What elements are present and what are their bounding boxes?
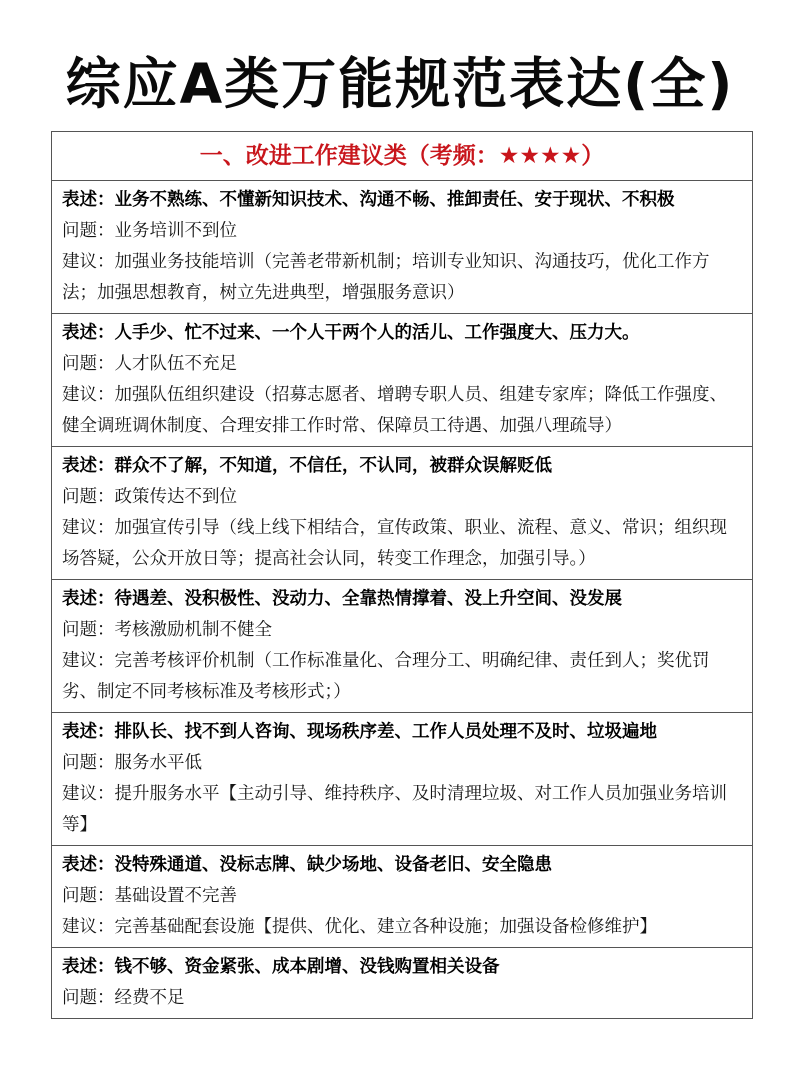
suggestion-text: 建议：加强队伍组织建设（招募志愿者、增聘专职人员、组建专家库；降低工作强度、健全调班调休制度、合理安排工作时常、保障员工待遇、加强八理疏导） <box>62 385 727 436</box>
table-row <box>52 181 752 314</box>
suggestion-text: 建议：完善基础配套设施【提供、优化、建立各种设施；加强设备检修维护】 <box>62 917 657 937</box>
statement-text: 表述：人手少、忙不过来、一个人干两个人的活儿、工作强度大、压力大。 <box>62 323 640 343</box>
statement-text: 表述：待遇差、没积极性、没动力、全靠热情撑着、没上升空间、没发展 <box>62 589 622 609</box>
statement-text: 表述：业务不熟练、不懂新知识技术、沟通不畅、推卸责任、安于现状、不积极 <box>62 190 675 210</box>
table-row <box>52 447 752 580</box>
page-title: 综应A类万能规范表达(全) <box>65 52 735 116</box>
table-row <box>52 846 752 948</box>
statement-text: 表述：排队长、找不到人咨询、现场秩序差、工作人员处理不及时、垃圾遍地 <box>62 722 657 742</box>
statement-text: 表述：群众不了解，不知道，不信任，不认同，被群众误解贬低 <box>62 456 552 476</box>
section-header: 一、改进工作建议类（考频：★★★★） <box>52 132 752 181</box>
problem-text: 问题：考核激励机制不健全 <box>62 620 272 640</box>
problem-text: 问题：人才队伍不充足 <box>62 354 237 374</box>
problem-text: 问题：业务培训不到位 <box>62 221 237 241</box>
statement-text: 表述：没特殊通道、没标志牌、缺少场地、设备老旧、安全隐患 <box>62 855 552 875</box>
problem-text: 问题：基础设置不完善 <box>62 886 237 906</box>
suggestion-text: 建议：加强业务技能培训（完善老带新机制；培训专业知识、沟通技巧，优化工作方法；加强思想教育，树立先进典型，增强服务意识） <box>62 252 710 303</box>
suggestion-text: 建议：提升服务水平【主动引导、维持秩序、及时清理垃圾、对工作人员加强业务培训等】 <box>62 784 727 835</box>
table-row <box>52 713 752 846</box>
table-row <box>52 580 752 713</box>
content-table <box>51 131 753 1019</box>
table-row <box>52 314 752 447</box>
table-row <box>52 948 752 1018</box>
problem-text: 问题：经费不足 <box>62 988 185 1008</box>
problem-text: 问题：政策传达不到位 <box>62 487 237 507</box>
statement-text: 表述：钱不够、资金紧张、成本剧增、没钱购置相关设备 <box>62 957 500 977</box>
suggestion-text: 建议：完善考核评价机制（工作标准量化、合理分工、明确纪律、责任到人；奖优罚劣、制定不同考核标准及考核形式；） <box>62 651 710 702</box>
problem-text: 问题：服务水平低 <box>62 753 202 773</box>
suggestion-text: 建议：加强宣传引导（线上线下相结合，宣传政策、职业、流程、意义、常识；组织现场答疑，公众开放日等；提高社会认同，转变工作理念，加强引导。） <box>62 518 727 569</box>
